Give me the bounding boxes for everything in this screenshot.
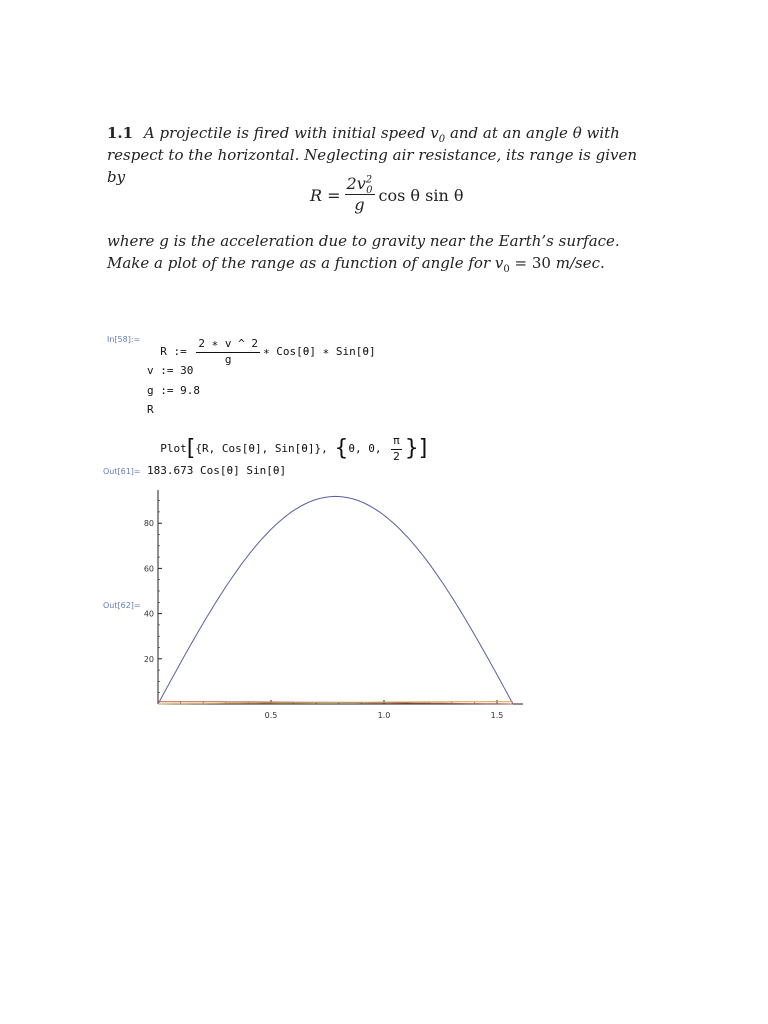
theta-symbol: θ [572,124,582,142]
code-line-4[interactable]: R [147,403,154,416]
eq-numerator: $2v^2_0$ [346,174,373,197]
out61-text: 183.673 Cos[θ] Sin[θ] [147,464,287,477]
eq-denominator: g [354,195,365,214]
out62-label: Out[62]= [103,601,141,610]
v0-symbol-2: $v_0$ [494,254,510,275]
series-line-0 [158,496,513,704]
y-tick-label: 20 [143,654,154,664]
x-tick-label: 1.0 [377,711,391,720]
code-line-1[interactable]: R := $\frac{2 ∗ v \^{} 2}{g}$ ∗ Cos[θ] ∗ Sin[θ] [160,337,376,366]
eq-lhs: R = [310,185,341,205]
problem-number: 1.1 [107,124,134,142]
problem-text-b: and at an angle [449,124,568,142]
problem-paragraph-2: where g is the acceleration due to gravity near the Earth’s surface. Make a plot of the range as a function of angle for $v_0 = 30$ m/sec. [107,232,620,275]
g-symbol: g [159,232,169,250]
y-tick-label: 60 [143,564,154,574]
code-line-2[interactable]: v := 30 [147,364,194,377]
y-tick-label: 40 [143,609,154,619]
y-tick-label: 80 [143,519,154,529]
out61-label: Out[61]= [103,467,141,476]
problem-text-a: A projectile is fired with initial speed [143,124,426,142]
eq-rhs: cos θ sin θ [378,185,464,205]
problem-text-c: with respect to the horizontal. Neglecting air resistance, its range is given by [107,124,638,186]
code-line-3[interactable]: g := 9.8 [147,384,200,397]
x-tick-label: 0.5 [264,711,278,720]
code-line-5[interactable]: Plot[{R, Cos[θ], Sin[θ]}, {θ, 0, $\frac{\pi}{2}$ }] [160,434,428,463]
in-label: In[58]:= [107,335,141,344]
v0-symbol: $v_0$ [430,124,446,145]
x-tick-label: 1.5 [490,711,504,720]
